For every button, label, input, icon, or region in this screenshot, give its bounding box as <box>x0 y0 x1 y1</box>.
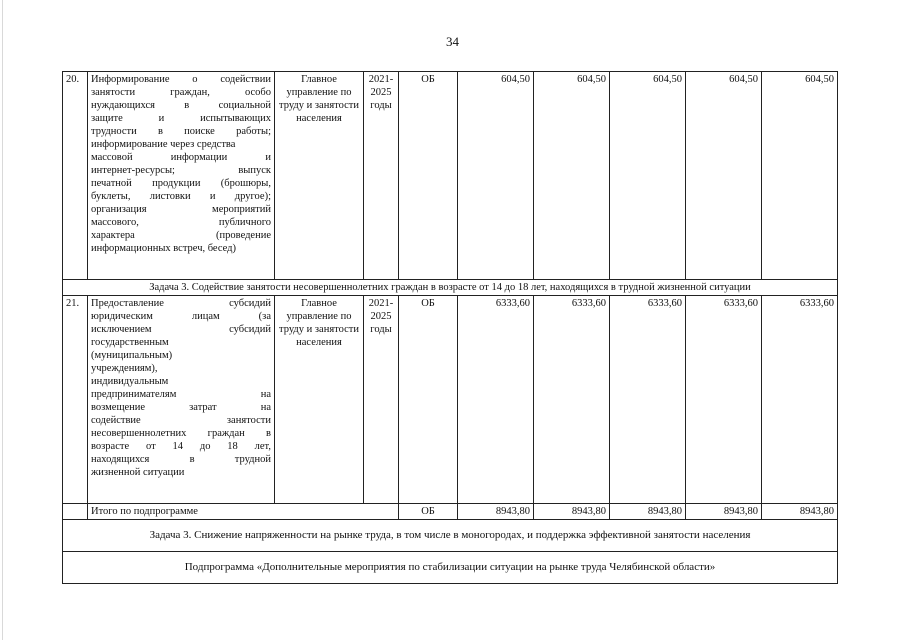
total-amount-cell: 8943,80 <box>534 504 610 520</box>
description-line: трудности в поиске работы; <box>91 126 271 137</box>
description-line: защите и испытывающих <box>91 113 271 124</box>
description-line: нуждающихся в социальной <box>91 100 271 111</box>
description-line: содействие занятости <box>91 415 271 426</box>
amount-cell: 6333,60 <box>762 296 838 504</box>
description-line: государственным <box>91 337 169 348</box>
description-line: Предоставление субсидий <box>91 298 271 309</box>
program-table <box>62 71 838 584</box>
description-line: возмещение затрат на <box>91 402 271 413</box>
row-number: 21. <box>63 296 88 504</box>
activity-description <box>88 296 275 504</box>
description-line: информирование через средства <box>91 139 236 150</box>
total-label: Итого по подпрограмме <box>88 504 399 520</box>
description-line: находящихся в трудной <box>91 454 271 465</box>
years-cell: 2021-2025 годы <box>364 296 399 504</box>
table-row-20 <box>63 72 838 280</box>
executor-cell: Главное управление по труду и занятости населения <box>275 296 364 504</box>
total-amount-cell: 8943,80 <box>686 504 762 520</box>
subprogram-total-row <box>63 504 838 520</box>
description-line: интернет-ресурсы; выпуск <box>91 165 271 176</box>
activity-description <box>88 72 275 280</box>
amount-cell: 6333,60 <box>610 296 686 504</box>
amount-cell: 604,50 <box>610 72 686 280</box>
total-amount-cell: 8943,80 <box>610 504 686 520</box>
task-heading-row <box>63 520 838 552</box>
description-line: (муниципальным) <box>91 350 173 361</box>
description-line: несовершеннолетних граждан в <box>91 428 271 439</box>
description-line: организация мероприятий <box>91 204 271 215</box>
subprogram-heading: Подпрограмма «Дополнительные мероприятия по стабилизации ситуации на рынке труда Челябинской области» <box>63 552 838 584</box>
total-amount-cell: 8943,80 <box>762 504 838 520</box>
description-line: печатной продукции (брошюры, <box>91 178 271 189</box>
description-line: занятости граждан, особо <box>91 87 271 98</box>
description-line: жизненной ситуации <box>91 467 185 478</box>
description-line: исключением субсидий <box>91 324 271 335</box>
total-amount-cell: 8943,80 <box>458 504 534 520</box>
description-line: индивидуальным <box>91 376 169 387</box>
empty-cell <box>63 504 88 520</box>
description-line: характера (проведение <box>91 230 271 241</box>
subprogram-heading-row <box>63 552 838 584</box>
description-line: информационных встреч, бесед) <box>91 243 237 254</box>
task-heading-row <box>63 280 838 296</box>
executor-cell: Главное управление по труду и занятости населения <box>275 72 364 280</box>
task-heading: Задача 3. Снижение напряженности на рынке труда, в том числе в моногородах, и поддержка эффективной занятости населения <box>63 520 838 552</box>
description-line: предпринимателям на <box>91 389 271 400</box>
amount-cell: 6333,60 <box>458 296 534 504</box>
years-cell: 2021-2025 годы <box>364 72 399 280</box>
description-line: массового, публичного <box>91 217 271 228</box>
description-line: массовой информации и <box>91 152 271 163</box>
row-number: 20. <box>63 72 88 280</box>
amount-cell: 604,50 <box>762 72 838 280</box>
description-line: Информирование о содействии <box>91 74 271 85</box>
amount-cell: 6333,60 <box>686 296 762 504</box>
amount-cell: 604,50 <box>458 72 534 280</box>
table-row-21 <box>63 296 838 504</box>
description-line: учреждениям), <box>91 363 158 374</box>
funding-source-cell: ОБ <box>399 72 458 280</box>
funding-source-cell: ОБ <box>399 504 458 520</box>
funding-source-cell: ОБ <box>399 296 458 504</box>
amount-cell: 604,50 <box>686 72 762 280</box>
task-heading: Задача 3. Содействие занятости несовершеннолетних граждан в возрасте от 14 до 18 лет, находящихся в трудной жизненной ситуации <box>63 280 838 296</box>
description-line: юридическим лицам (за <box>91 311 271 322</box>
amount-cell: 604,50 <box>534 72 610 280</box>
description-line: возрасте от 14 до 18 лет, <box>91 441 271 452</box>
amount-cell: 6333,60 <box>534 296 610 504</box>
page-edge-line <box>2 0 3 640</box>
page-number: 34 <box>446 34 459 49</box>
description-line: буклеты, листовки и другое); <box>91 191 271 202</box>
